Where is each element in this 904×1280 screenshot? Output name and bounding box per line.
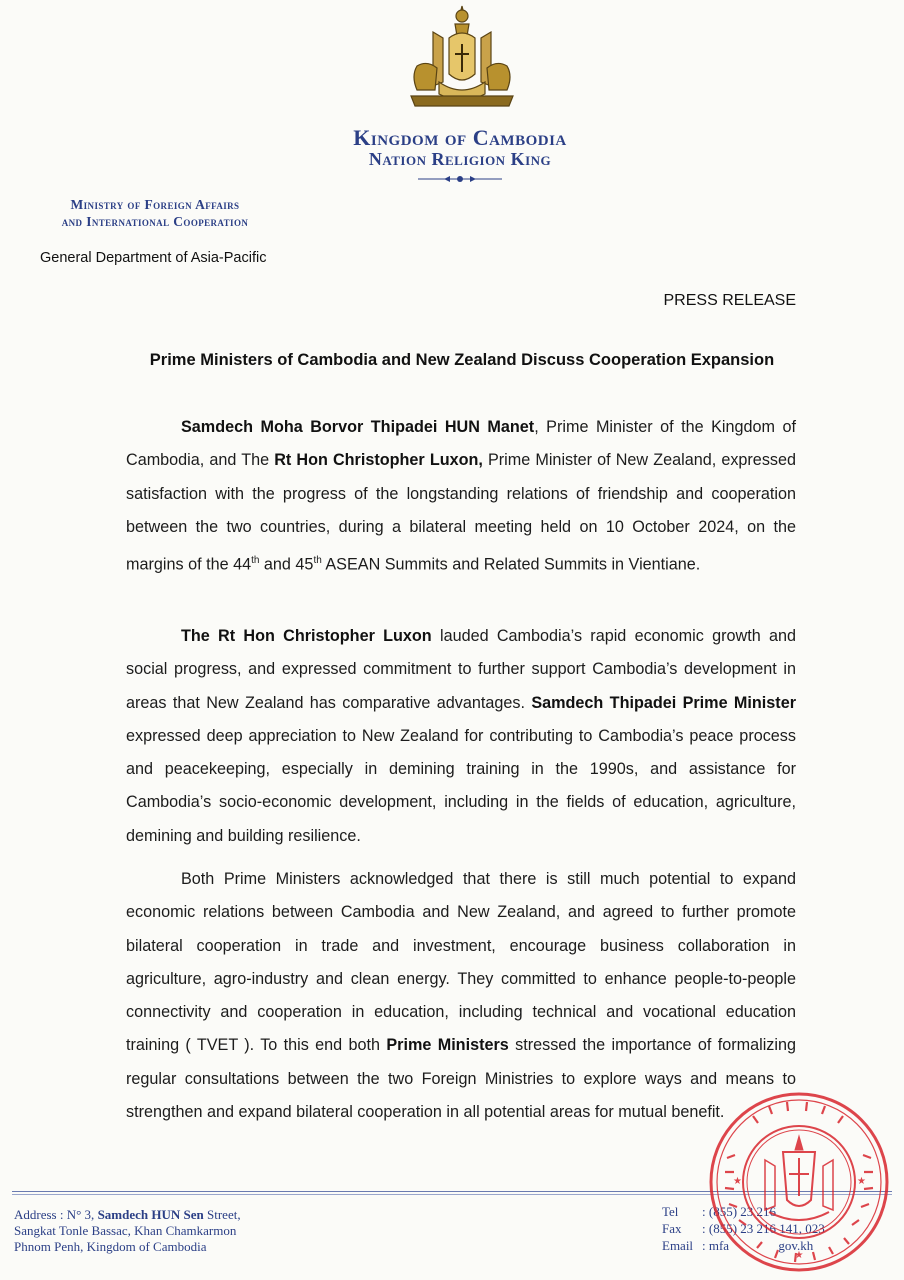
fax-value: : (855) 23 216 141, 023 <box>702 1221 825 1236</box>
svg-text:★: ★ <box>857 1176 866 1187</box>
official-seal-stamp-icon <box>703 1088 895 1276</box>
royal-coat-of-arms-icon <box>403 2 521 112</box>
press-release-headline: Prime Ministers of Cambodia and New Zealand Discuss Cooperation Expansion <box>149 351 775 369</box>
p2-bold-2: Samdech Thipadei Prime Minister <box>531 693 796 712</box>
address-line2: Sangkat Tonle Bassac, Khan Chamkarmon <box>14 1223 237 1238</box>
p3-bold-1: Prime Ministers <box>386 1036 509 1055</box>
ministry-name-line1: Ministry of Foreign Affairs <box>70 197 240 212</box>
kingdom-title: Kingdom of Cambodia <box>353 125 567 150</box>
ministry-name-line2: and International Cooperation <box>61 214 249 229</box>
p1-sup-1: th <box>251 555 260 567</box>
paragraph-3 <box>126 863 796 1129</box>
address-prefix: Address : N° 3, <box>14 1207 98 1222</box>
p2-text-2: expressed deep appreciation to New Zealand for contributing to Cambodia’s peace process and peacekeeping, especially in demining training in the 1990s, and assistance for Cambodia’s socio-economic development, including in the fields of education, agriculture, demining and building resilience. <box>126 726 796 845</box>
email-value: : mfa <box>702 1238 730 1253</box>
footer-address <box>14 1207 241 1255</box>
p3-text-1: Both Prime Ministers acknowledged that there is still much potential to expand economic relations between Cambodia and New Zealand, and agreed to further promote bilateral cooperation in trade and investment, encourage business collaboration in agriculture, agro-industry and clean energy. They committed to enhance people-to-people connectivity and cooperation in education, including technical and vocational education training ( TVET ). To this end both <box>126 870 796 1055</box>
tel-value: : (855) 23 216 <box>702 1204 777 1219</box>
address-line1 <box>14 1207 241 1223</box>
address-line3: Phnom Penh, Kingdom of Cambodia <box>14 1239 207 1254</box>
p3-text-2: stressed the importance of formalizing regular consultations between the two Foreign Ministries to explore ways and means to strengthen and expand bilateral cooperation in all potential areas for mutual benefit. <box>126 1036 796 1122</box>
fax-label: Fax <box>662 1221 682 1236</box>
national-motto: Nation Religion King <box>368 149 552 169</box>
p1-text-4: ASEAN Summits and Related Summits in Vientiane. <box>321 555 701 574</box>
svg-text:★: ★ <box>794 1250 804 1261</box>
department-name: General Department of Asia-Pacific <box>40 250 267 266</box>
email-domain: gov.kh <box>778 1238 814 1253</box>
p2-bold-1: The Rt Hon Christopher Luxon <box>181 627 432 645</box>
p1-text-3: and 45 <box>259 555 314 574</box>
ornament-divider-icon <box>400 173 520 185</box>
p2-text-1: lauded Cambodia’s rapid economic growth and social progress, and expressed commitment to further support Cambodia’s development in areas that New Zealand has comparative advantages. <box>126 627 796 712</box>
svg-text:★: ★ <box>733 1176 742 1187</box>
paragraph-1 <box>126 411 796 582</box>
p1-sup-2: th <box>313 555 322 567</box>
address-street-name: Samdech HUN Sen <box>97 1207 204 1222</box>
p1-text-2: Prime Minister of New Zealand, expressed satisfaction with the progress of the longstanding relations of friendship and cooperation between the two countries, during a bilateral meeting held on 10 October 2024, on the margins of the 44 <box>126 451 797 574</box>
p1-text-1: , Prime Minister of the Kingdom of Cambodia, and The <box>126 418 796 470</box>
email-label: Email <box>662 1238 694 1253</box>
address-suffix: Street, <box>203 1207 241 1222</box>
p1-bold-1: Samdech Moha Borvor Thipadei HUN Manet <box>181 418 535 436</box>
p1-bold-2: Rt Hon Christopher Luxon, <box>274 451 483 470</box>
tel-label: Tel <box>662 1204 679 1219</box>
document-type-label: PRESS RELEASE <box>663 292 796 309</box>
paragraph-2 <box>126 620 796 853</box>
